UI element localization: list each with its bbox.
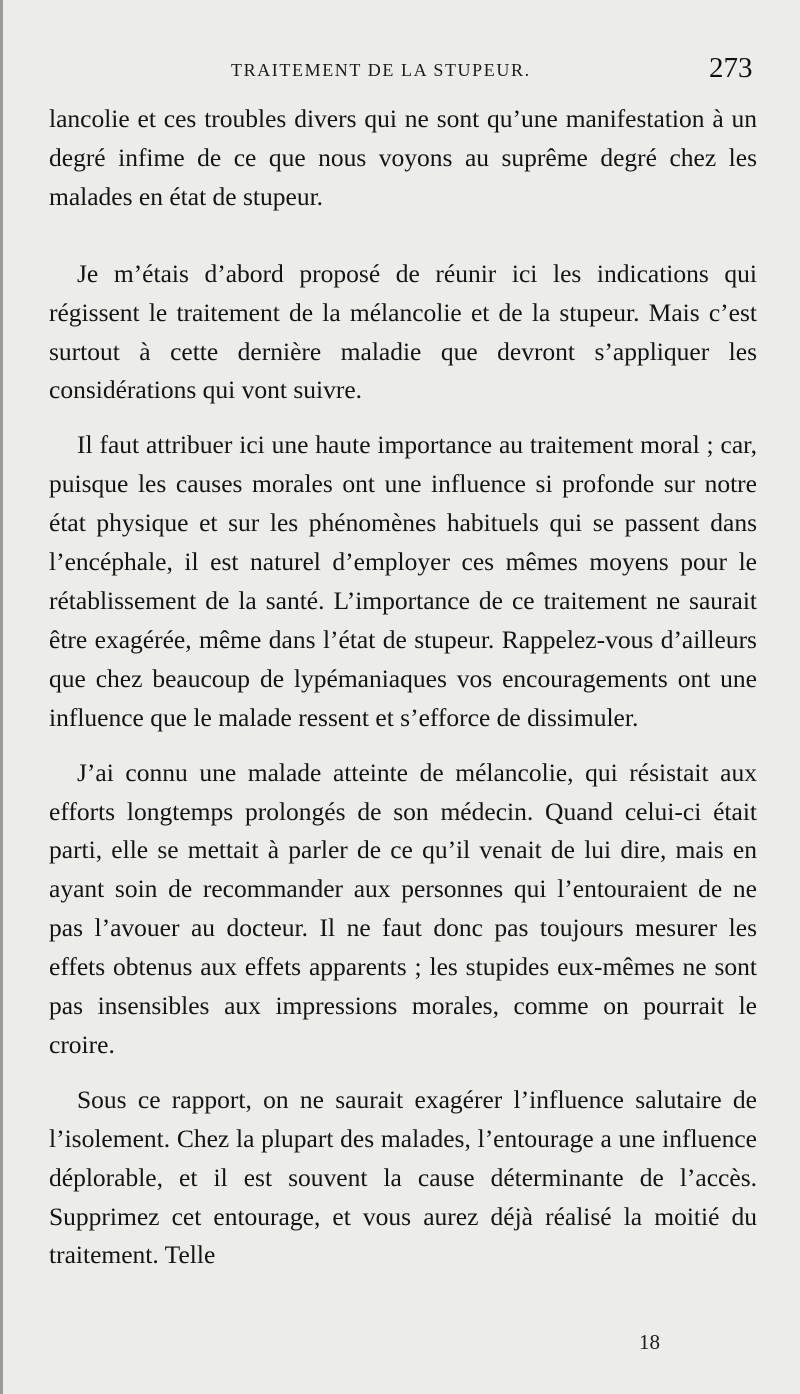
paragraph: Je m’étais d’abord proposé de réunir ici les indications qui régissent le traitement de la mélancolie et de la stupeur. Mais c’est surtout à cette dernière maladie que devront s’appliquer les considérations qui vont suivre. xyxy=(49,258,757,405)
running-header xyxy=(3,52,800,88)
signature-mark: 18 xyxy=(639,1330,660,1354)
body-text xyxy=(49,100,757,1275)
paragraph: Il faut attribuer ici une haute importance au traitement moral ; car, puisque les causes morales ont une influence si profonde sur notre état physique et sur les phénomènes habituels qui se passent dans l’encéphale, il est naturel d’employer ces mêmes moyens pour le rétablissement de la santé. L’importance de ce traitement ne saurait être exagérée, même dans l’état de stupeur. Rappelez-vous d’ailleurs que chez beaucoup de lypémaniaques vos encouragements ont une influence que le malade ressent et s’efforce de dissimuler. xyxy=(49,430,757,732)
paragraph: J’ai connu une malade atteinte de mélancolie, qui résistait aux efforts longtemps prolongés de son médecin. Quand celui-ci était parti, elle se mettait à parler de ce qu’il venait de lui dire, mais en ayant soin de recommander aux personnes qui l’entouraient de ne pas l’avouer au docteur. Il ne faut donc pas toujours mesurer les effets obtenus aux effets apparents ; les stupides eux-mêmes ne sont pas insensibles aux impressions morales, comme on pourrait le croire. xyxy=(49,757,757,1059)
running-title: TRAITEMENT DE LA STUPEUR. xyxy=(231,60,531,80)
paragraph-continuation: lancolie et ces troubles divers qui ne sont qu’une manifestation à un degré infime de ce que nous voyons au suprême degré chez les malades en état de stupeur. xyxy=(49,104,757,211)
page-number: 273 xyxy=(709,52,753,84)
paragraph: Sous ce rapport, on ne saurait exagérer l’influence salutaire de l’isolement. Chez la plupart des malades, l’entourage a une influence déplorable, et il est souvent la cause déterminante de l’accès. Supprimez cet entourage, et vous aurez déjà réalisé la moitié du traitement. Telle xyxy=(49,1084,757,1270)
